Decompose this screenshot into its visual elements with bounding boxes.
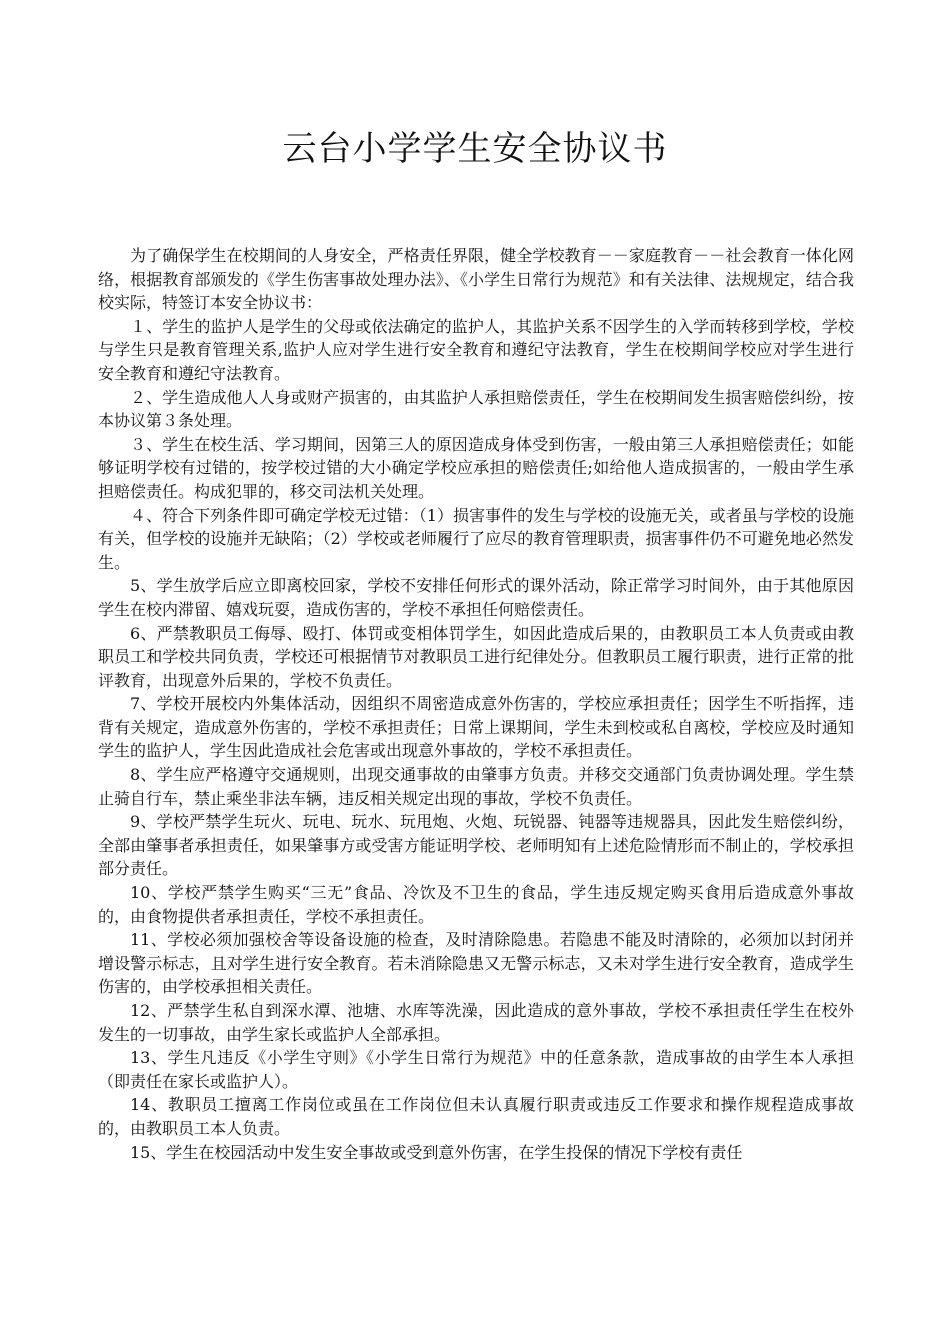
clause-12: 12、严禁学生私自到深水潭、池塘、水库等洗澡，因此造成的意外事故，学校不承担责任学生在校外发生的一切事故，由学生家长或监护人全部承担。 <box>98 1001 854 1044</box>
clause-8: 8、学生应严格遵守交通规则，出现交通事故的由肇事方负责。并移交交通部门负责协调处理。学生禁止骑自行车，禁止乘坐非法车辆，违反相关规定出现的事故，学校不负责任。 <box>98 765 854 808</box>
clause-2: ２、学生造成他人人身或财产损害的，由其监护人承担赔偿责任，学生在校期间发生损害赔偿纠纷，按本协议第３条处理。 <box>98 387 854 431</box>
clause-9: 9、学校严禁学生玩火、玩电、玩水、玩甩炮、火炮、玩锐器、钝器等违规器具，因此发生赔偿纠纷，全部由肇事者承担责任，如果肇事方或受害方能证明学校、老师明知有上述危险情形而不制止的，学校承担部分责任。 <box>98 812 854 879</box>
document-body <box>98 244 854 1164</box>
clause-5: 5、学生放学后应立即离校回家，学校不安排任何形式的课外活动，除正常学习时间外，由于其他原因学生在校内滞留、嬉戏玩耍，造成伤害的，学校不承担任何赔偿责任。 <box>98 576 854 619</box>
clause-7: 7、学校开展校内外集体活动，因组织不周密造成意外伤害的，学校应承担责任；因学生不听指挥，违背有关规定，造成意外伤害的，学校不承担责任；日常上课期间，学生未到校或私自离校，学校应及时通知学生的监护人，学生因此造成社会危害或出现意外事故的，学校不承担责任。 <box>98 694 854 761</box>
clause-10: 10、学校严禁学生购买“三无”食品、冷饮及不卫生的食品，学生违反规定购买食用后造成意外事故的，由食物提供者承担责任，学校不承担责任。 <box>98 883 854 926</box>
clause-4: ４、符合下列条件即可确定学校无过错：（1）损害事件的发生与学校的设施无关，或者虽与学校的设施有关，但学校的设施并无缺陷；（2）学校或老师履行了应尽的教育管理职责，损害事件仍不可避免地必然发生。 <box>98 505 854 572</box>
document-title: 云台小学学生安全协议书 <box>282 129 668 169</box>
intro-paragraph: 为了确保学生在校期间的人身安全，严格责任界限，健全学校教育－－家庭教育－－社会教育一体化网络，根据教育部颁发的《学生伤害事故处理办法》、《小学生日常行为规范》和有关法律、法规规定，结合我校实际，特签订本安全协议书： <box>98 246 854 313</box>
clause-1: １、学生的监护人是学生的父母或依法确定的监护人，其监护关系不因学生的入学而转移到学校，学校与学生只是教育管理关系,监护人应对学生进行安全教育和遵纪守法教育，学生在校期间学校应对学生进行安全教育和遵纪守法教育。 <box>98 316 854 383</box>
clause-3: ３、学生在校生活、学习期间，因第三人的原因造成身体受到伤害，一般由第三人承担赔偿责任；如能够证明学校有过错的，按学校过错的大小确定学校应承担的赔偿责任;如给他人造成损害的，一般由学生承担赔偿责任。构成犯罪的，移交司法机关处理。 <box>98 434 854 501</box>
clause-15: 15、学生在校园活动中发生安全事故或受到意外伤害，在学生投保的情况下学校有责任 <box>130 1142 743 1162</box>
clause-13: 13、学生凡违反《小学生守则》《小学生日常行为规范》中的任意条款，造成事故的由学生本人承担（即责任在家长或监护人）。 <box>98 1048 854 1091</box>
clause-14: 14、教职员工擅离工作岗位或虽在工作岗位但未认真履行职责或违反工作要求和操作规程造成事故的，由教职员工本人负责。 <box>98 1095 854 1138</box>
clause-6: 6、严禁教职员工侮辱、殴打、体罚或变相体罚学生，如因此造成后果的，由教职员工本人负责或由教职员工和学校共同负责，学校还可根据情节对教职员工进行纪律处分。但教职员工履行职责，进行正常的批评教育，出现意外后果的，学校不负责任。 <box>98 623 854 690</box>
clause-11: 11、学校必须加强校舍等设备设施的检查，及时清除隐患。若隐患不能及时清除的，必须加以封闭并增设警示标志，且对学生进行安全教育。若未消除隐患又无警示标志，又未对学生进行安全教育，造成学生伤害的，由学校承担相关责任。 <box>98 930 854 997</box>
